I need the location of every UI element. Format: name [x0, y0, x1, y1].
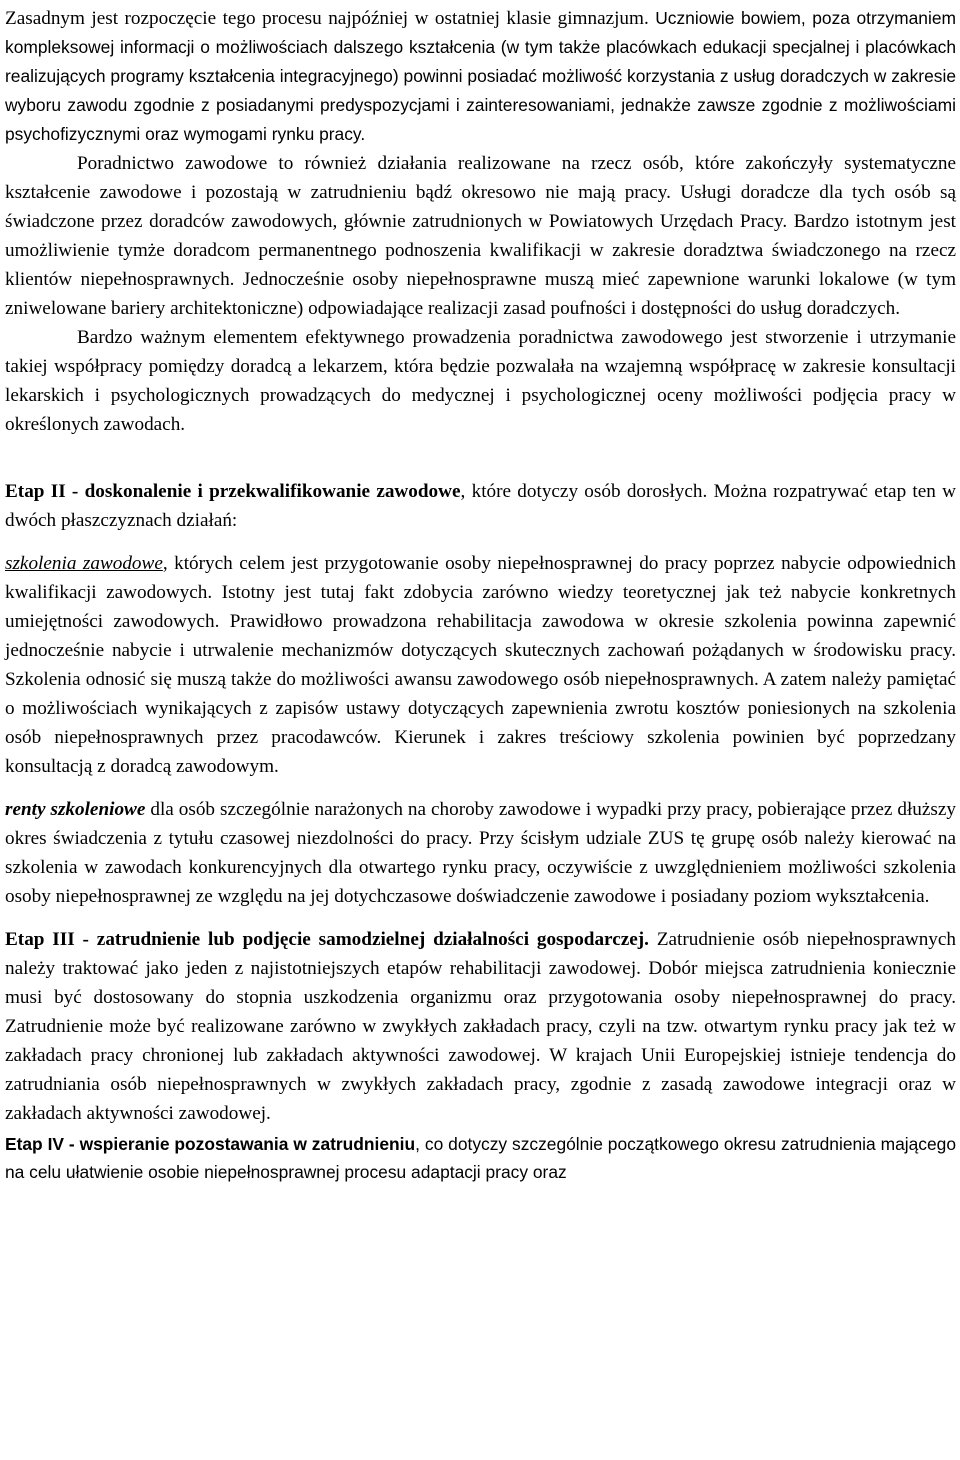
paragraph-career-counseling: Poradnictwo zawodowe to również działania realizowane na rzecz osób, które zakończyły systematyczne kształcenie zawodowe i pozostają w zatrudnieniu bądź okresowo nie mają pracy. Usługi doradcze dla tych osób są świadczone przez doradców zawodowych, głównie zatrudnionych w Powiatowych Urzędach Pracy. Bardzo istotnym jest umożliwienie tymże doradcom permanentnego podnoszenia kwalifikacji w zakresie doradztwa świadczonego na rzecz klientów niepełnosprawnych. Jednocześnie osoby niepełnosprawne muszą mieć zapewnione warunki lokalowe (w tym zniwelowane bariery architektoniczne) odpowiadające realizacji zasad poufności i dostępności do usług doradczych. [5, 153, 956, 319]
vocational-training-text: , których celem jest przygotowanie osoby niepełnosprawnej do pracy poprzez nabycie odpowiednich kwalifikacji zawodowych. Istotny jest tutaj fakt zdobycia zarówno wiedzy teoretycznej jak też nabycie konkretnych umiejętności zawodowych. Prawidłowo prowadzona rehabilitacja zawodowa w okresie szkolenia powinna zapewnić jednocześnie nabycie i utrwalenie mechanizmów dotyczących skutecznych zachowań pożądanych w środowisku pracy. Szkolenia odnosić się muszą także do możliwości awansu zawodowego osób niepełnosprawnych. A zatem należy pamiętać o możliwościach wynikających z zapisów ustawy dotyczących zapewnienia zwrotu kosztów poniesionych na szkolenia osób niepełnosprawnych przez pracodawców. Kierunek i zakres treściowy szkolenia powinien być poprzedzany konsultacją z doradcą zawodowym. [5, 553, 956, 777]
etap-4-heading: Etap IV - wspieranie pozostawania w zatrudnieniu [5, 1134, 416, 1154]
paragraph-guidance-intro [5, 4, 956, 149]
training-pensions-text: dla osób szczególnie narażonych na choroby zawodowe i wypadki przy pracy, pobierające przez dłuższy okres świadczenia z tytułu czasowej niezdolności do pracy. Przy ścisłym udziale ZUS tę grupę osób należy kierować na szkolenia w zawodach konkurencyjnych dla otwartego rynku pracy, oczywiście z uwzględnieniem możliwości szkolenia osoby niepełnosprawnej ze względu na jej dotychczasowe doświadczenie zawodowe i posiadany poziom wykształcenia. [5, 799, 956, 907]
etap-2-text: , które dotyczy osób dorosłych. Można rozpatrywać etap ten w dwóch płaszczyznach działań: [5, 481, 957, 531]
etap-3-text: Zatrudnienie osób niepełnosprawnych należy traktować jako jeden z najistotniejszych etapów rehabilitacji zawodowej. Dobór miejsca zatrudnienia koniecznie musi być dostosowany do stopnia uszkodzenia organizmu oraz przygotowania osoby niepełnosprawnej do pracy. Zatrudnienie może być realizowane zarówno w zwykłych zakładach pracy, czyli na tzw. otwartym rynku pracy jak też w zakładach pracy chronionej lub zakładach aktywności zawodowej. W krajach Unii Europejskiej istnieje tendencja do zatrudniania osób niepełnosprawnych w zwykłych zakładach pracy, zgodnie z zasadą zawodowe integracji oraz w zakładach aktywności zawodowej. [5, 929, 956, 1124]
paragraph-doctor-cooperation: Bardzo ważnym elementem efektywnego prowadzenia poradnictwa zawodowego jest stworzenie i utrzymanie takiej współpracy pomiędzy doradcą a lekarzem, która będzie pozwalała na wzajemną współpracę w zakresie konsultacji lekarskich i psychologicznych prowadzących do medycznej i psychologicznej oceny możliwości podjęcia pracy w określonych zawodach. [5, 327, 956, 435]
training-pensions-term: renty szkoleniowe [5, 799, 146, 820]
paragraph-guidance-intro-text: Zasadnym jest rozpoczęcie tego procesu najpóźniej w ostatniej klasie gimnazjum. [5, 8, 656, 29]
etap-4-text: , co dotyczy szczególnie początkowego okresu zatrudnienia mającego na celu ułatwienie osobie niepełnosprawnej procesu adaptacji pracy oraz [5, 1134, 957, 1182]
paragraph-training-pensions [5, 795, 956, 911]
etap-2-heading: Etap II - doskonalenie i przekwalifikowanie zawodowe [5, 481, 461, 502]
paragraph-vocational-training [5, 549, 956, 781]
paragraph-guidance-intro-sans: Uczniowie bowiem, poza otrzymaniem kompleksowej informacji o możliwościach dalszego kształcenia (w tym także placówkach edukacji specjalnej i placówkach realizujących programy kształcenia integracyjnego) powinni posiadać możliwość korzystania z usług doradczych w zakresie wyboru zawodu zgodnie z posiadanymi predyspozycjami i zainteresowaniami, jednakże zawsze zgodnie z możliwościami psychofizycznymi oraz wymogami rynku pracy. [5, 8, 956, 144]
paragraph-etap-3 [5, 925, 956, 1128]
etap-3-heading: Etap III - zatrudnienie lub podjęcie samodzielnej działalności gospodarczej. [5, 929, 649, 950]
paragraph-etap-4 [5, 1130, 956, 1186]
vocational-training-term: szkolenia zawodowe [5, 553, 163, 574]
paragraph-etap-2 [5, 477, 956, 535]
